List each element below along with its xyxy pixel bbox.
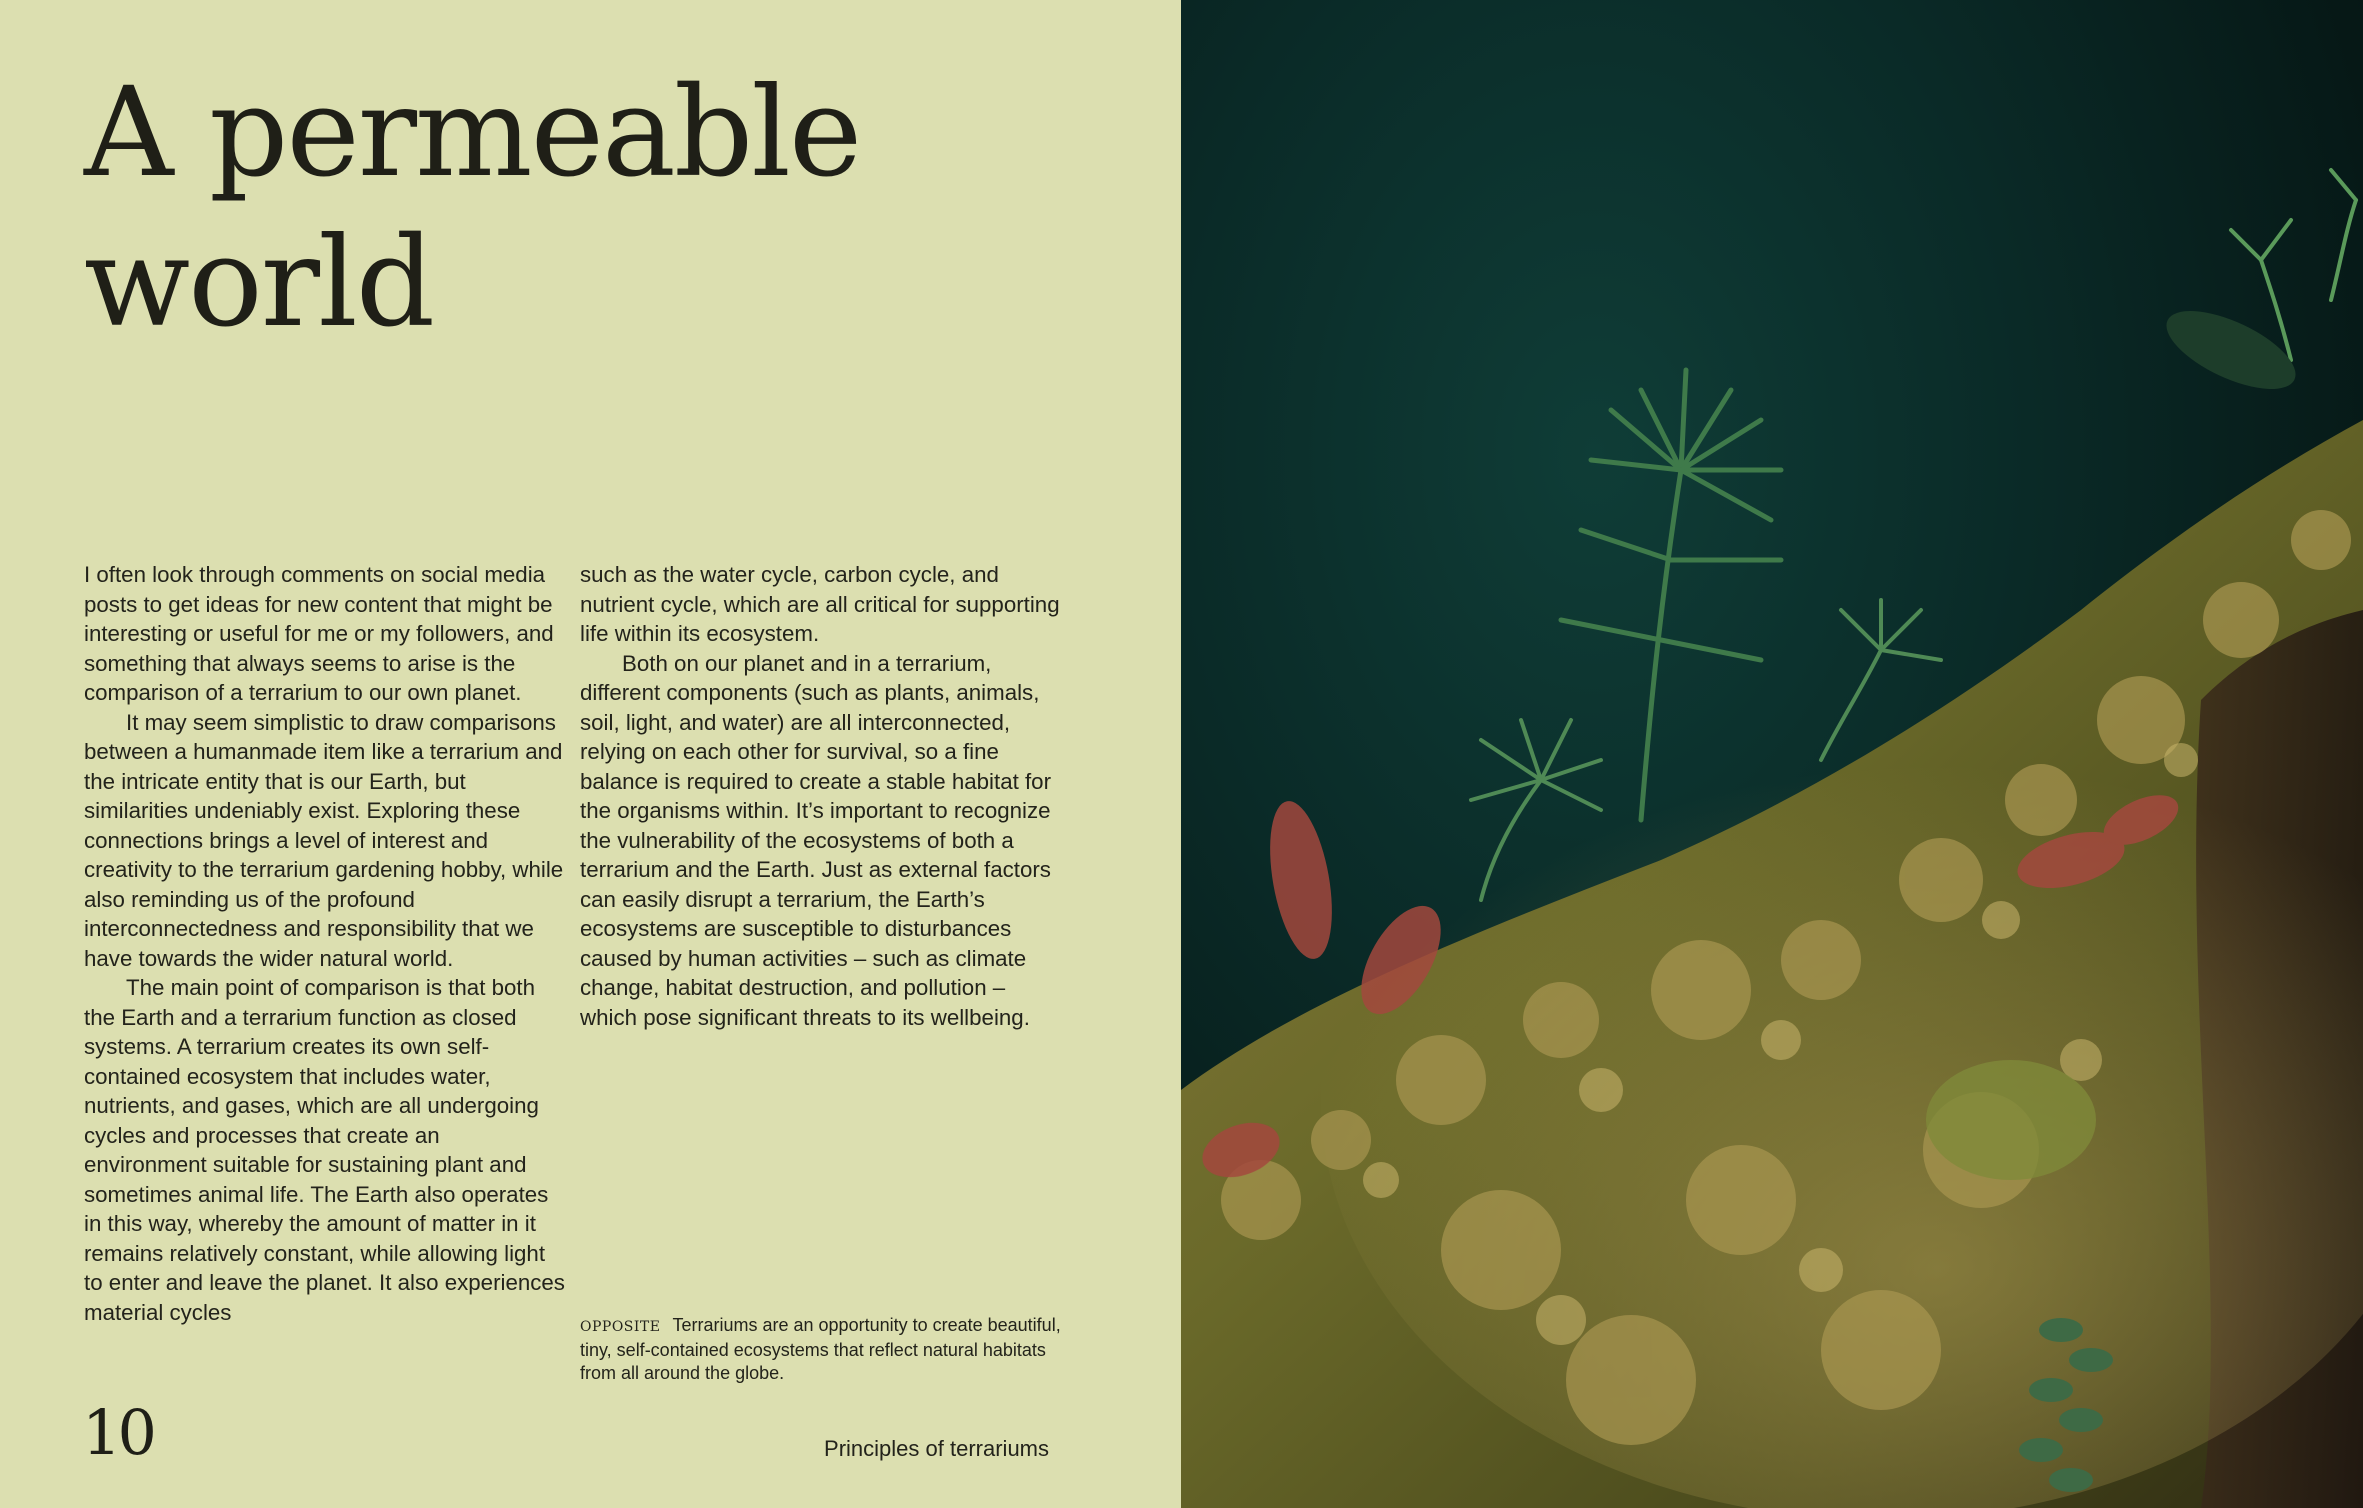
moss-and-fern-illustration [1181,0,2363,1508]
terrarium-photo [1181,0,2363,1508]
paragraph: It may seem simplistic to draw comparisons between a humanmade item like a terrarium and the intricate entity that is our Earth, but similarities undeniably exist. Exploring these connections brings a level of interest and creativity to the terrarium gardening hobby, while also reminding us of the profound interconnectedness and responsibility that we have towards the wider natural world. [84,709,564,971]
leaf-dark [2156,295,2307,405]
page-title: A permeable world [84,61,861,355]
paragraph: Both on our planet and in a terrarium, different components (such as plants, animals, soil, light, and water) are all interconnected, relying on each other for survival, so a fine balance is required to create a stable habitat for the organisms within. It’s important to recognize the vulnerability of the ecosystems of both a terrarium and the Earth. Just as external factors can easily disrupt a terrarium, the Earth’s ecosystems are susceptible to disturbances caused by human activities – such as climate change, habitat destruction, and pollution – which pose significant threats to its wellbeing. [580,650,1052,1030]
photo-caption [580,1314,1080,1385]
paragraph: such as the water cycle, carbon cycle, and nutrient cycle, which are all critical for supporting life within its ecosystem. [580,562,1060,646]
body-column-right [580,560,1060,1032]
paragraph: I often look through comments on social media posts to get ideas for new content that might be interesting or useful for me or my followers, and something that always seems to arise is the comparison of a terrarium to our own planet. [84,562,554,705]
fuzzy-leaf [1926,1060,2096,1180]
left-page [0,0,1181,1508]
body-column-left [84,560,566,1327]
paragraph: The main point of comparison is that both the Earth and a terrarium function as closed systems. A terrarium creates its own self-contained ecosystem that includes water, nutrients, and gases, which are all undergoing cycles and processes that create an environment suitable for sustaining plant and sometimes animal life. The Earth also operates in this way, whereby the amount of matter in it remains relatively constant, while allowing light to enter and leave the planet. It also experiences material cycles [84,975,565,1325]
caption-text: Terrariums are an opportunity to create beautiful, tiny, self-contained ecosystems that reflect natural habitats from all around the globe. [580,1315,1061,1383]
caption-lead: OPPOSITE [580,1319,661,1335]
page-number: 10 [82,1396,153,1469]
running-footer: Principles of terrariums [824,1436,1049,1461]
